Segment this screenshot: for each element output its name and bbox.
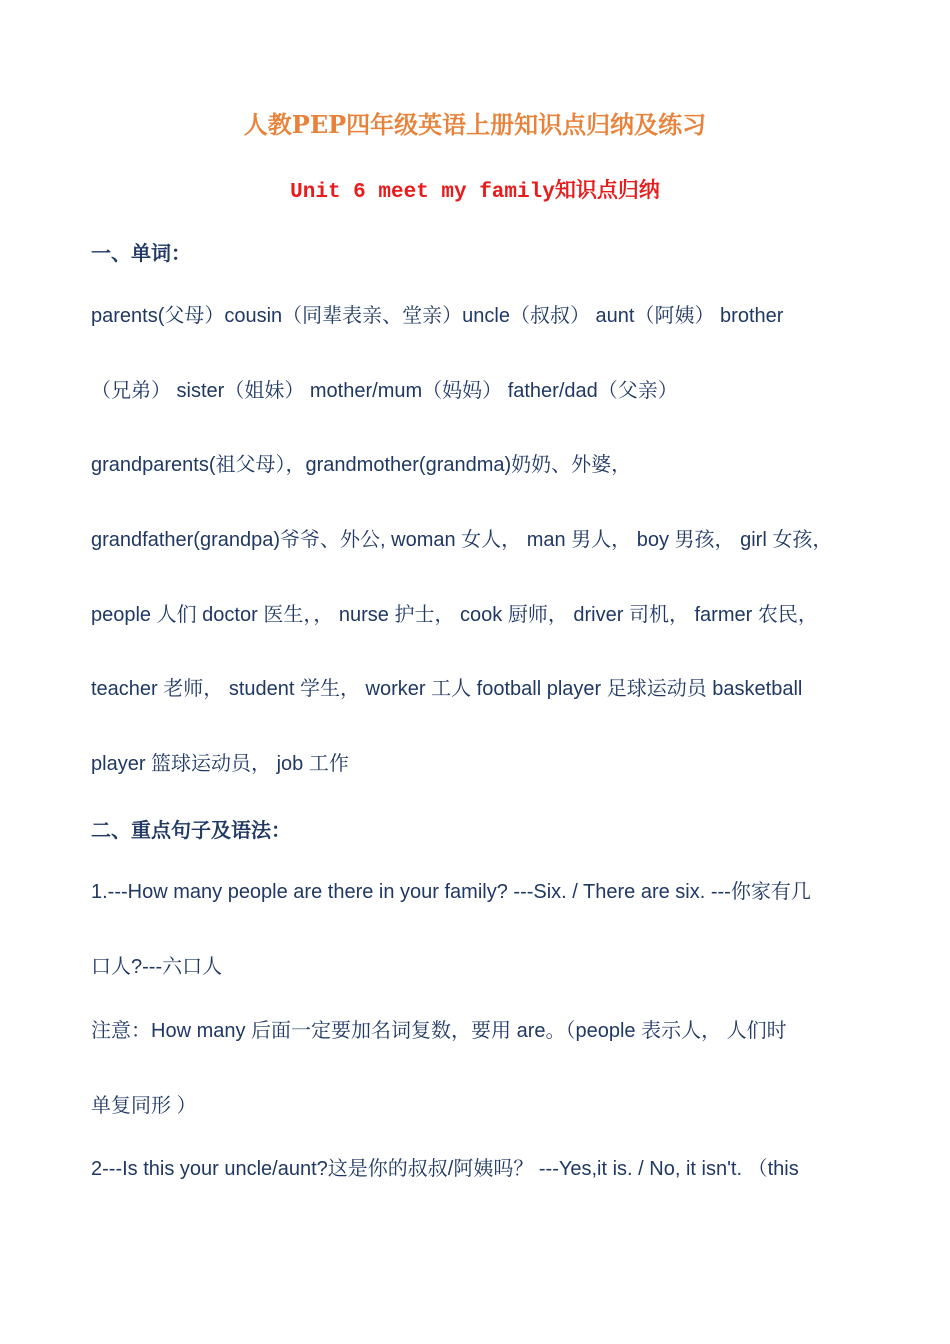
subtitle-english: Unit 6 meet my family: [290, 181, 555, 204]
grammar-line: 口人?---六口人: [91, 956, 223, 978]
grammar-line: 1.---How many people are there in your family? ---Six. / There are six. ---你家有几: [91, 881, 811, 903]
vocab-line: grandparents(祖父母），grandmother(grandma)奶奶、外婆，: [91, 454, 632, 476]
vocab-line: parents(父母）cousin（同辈表亲、堂亲）uncle（叔叔） aunt（阿姨） brother: [91, 305, 784, 327]
section-heading-vocabulary: 一、单词：: [91, 241, 191, 265]
grammar-line: 单复同形 ）: [91, 1095, 197, 1117]
vocab-line: teacher 老师， student 学生， worker 工人 football player 足球运动员 basketball: [91, 678, 803, 700]
vocab-line: people 人们 doctor 医生，， nurse 护士， cook 厨师， driver 司机， farmer 农民，: [91, 604, 818, 626]
grammar-line: 2---Is this your uncle/aunt?这是你的叔叔/阿姨吗？ ---Yes,it is. / No, it isn't. （this: [91, 1158, 799, 1180]
vocab-line: player 篮球运动员， job 工作: [91, 753, 349, 775]
document-subtitle: [0, 179, 950, 204]
subtitle-chinese: 知识点归纳: [554, 179, 660, 202]
vocab-line: （兄弟） sister（姐妹） mother/mum（妈妈） father/dad（父亲）: [91, 380, 678, 402]
grammar-line: 注意：How many 后面一定要加名词复数，要用 are。（people 表示人， 人们时: [91, 1020, 787, 1042]
section-heading-grammar: 二、重点句子及语法：: [91, 818, 291, 842]
document-title: 人教PEP四年级英语上册知识点归纳及练习: [243, 110, 707, 139]
vocab-line: grandfather(grandpa)爷爷、外公, woman 女人， man 男人， boy 男孩， girl 女孩，: [91, 529, 833, 551]
